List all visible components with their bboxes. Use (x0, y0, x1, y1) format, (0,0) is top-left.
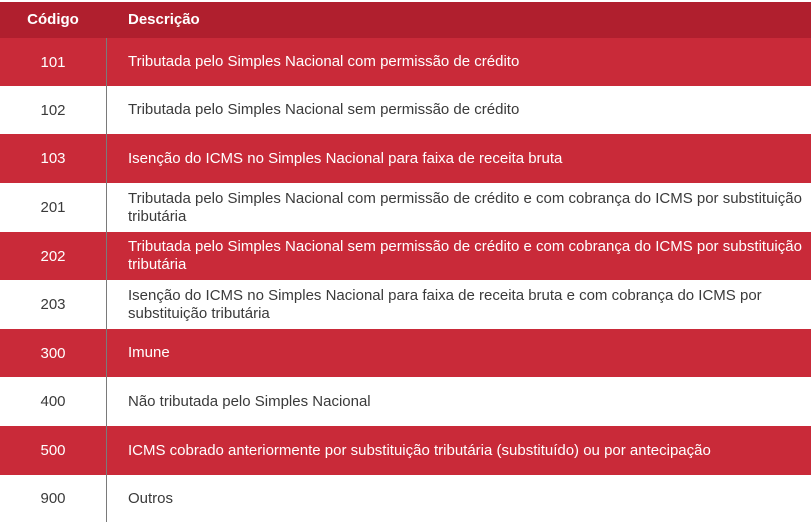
header-code: Código (27, 11, 79, 28)
row-description: Isenção do ICMS no Simples Nacional para faixa de receita bruta e com cobrança do ICMS por substituição tributária (128, 286, 762, 322)
row-description: Tributada pelo Simples Nacional com permissão de crédito e com cobrança do ICMS por substituição tributária (128, 189, 802, 225)
table-row (0, 38, 811, 86)
row-code: 500 (40, 442, 66, 459)
row-code: 203 (40, 296, 66, 313)
row-code: 202 (40, 247, 66, 265)
row-description: Tributada pelo Simples Nacional sem permissão de crédito e com cobrança do ICMS por substituição tributária (128, 238, 802, 273)
row-code: 102 (40, 101, 66, 119)
row-code: 900 (40, 490, 66, 507)
column-divider (106, 38, 107, 522)
row-description: Outros (128, 489, 174, 507)
table-row (0, 280, 811, 329)
row-description: Tributada pelo Simples Nacional com permissão de crédito (128, 53, 520, 70)
row-code: 201 (40, 199, 66, 216)
row-code: 300 (40, 344, 66, 362)
table-row (0, 475, 811, 522)
table-row (0, 86, 811, 134)
row-description: Tributada pelo Simples Nacional sem permissão de crédito (128, 101, 520, 118)
table-row (0, 377, 811, 426)
row-code: 101 (40, 53, 66, 71)
row-description: Não tributada pelo Simples Nacional (128, 392, 371, 410)
row-description: Imune (128, 344, 170, 361)
table-row (0, 329, 811, 377)
row-code: 400 (40, 393, 66, 410)
row-description: Isenção do ICMS no Simples Nacional para faixa de receita bruta (128, 149, 563, 167)
row-description: ICMS cobrado anteriormente por substituição tributária (substituído) ou por antecipação (128, 441, 711, 459)
table-row (0, 183, 811, 232)
table-row (0, 232, 811, 280)
header-description: Descrição (128, 11, 200, 28)
table-row (0, 134, 811, 183)
table-row (0, 426, 811, 475)
row-code: 103 (40, 150, 66, 167)
table-header (0, 2, 811, 38)
